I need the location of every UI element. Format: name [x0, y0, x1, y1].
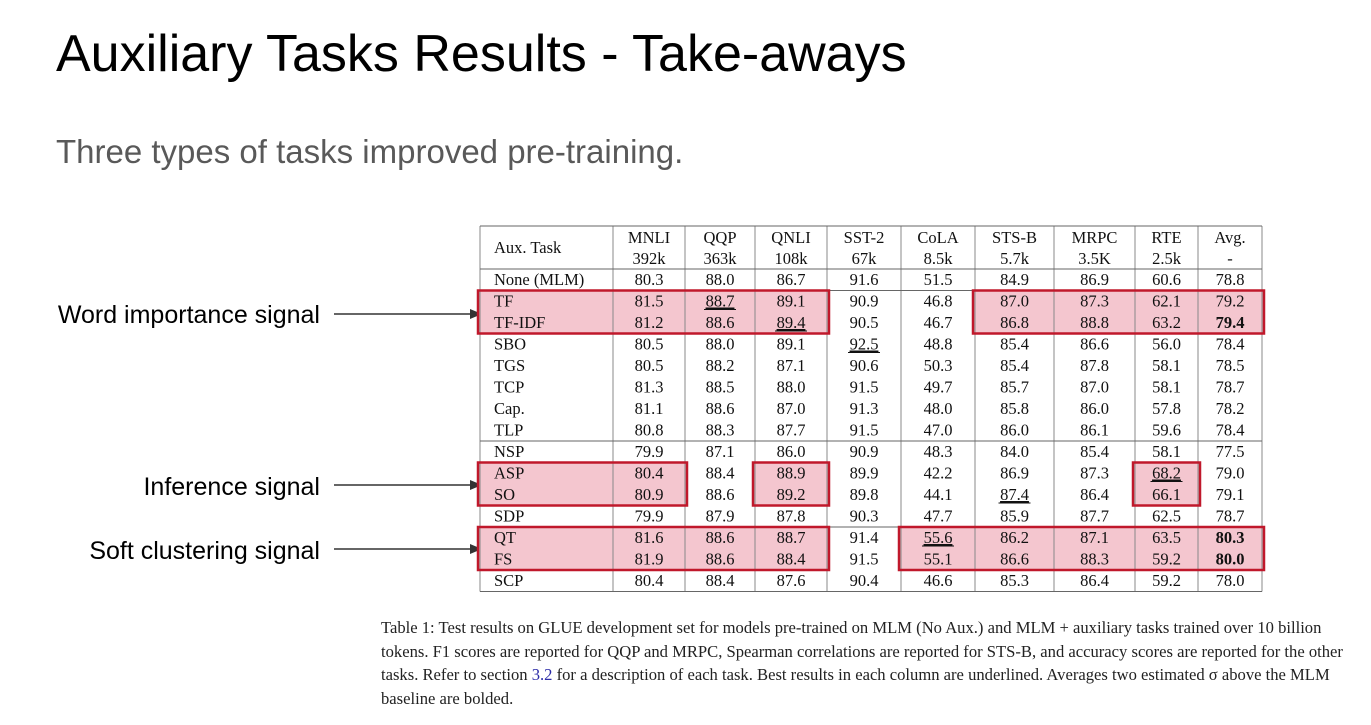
table-cell: 78.8 [1215, 270, 1245, 289]
table-cell: 87.7 [1080, 506, 1109, 526]
caption-text-1: Table 1: Test results on GLUE development set for models pre-trained on MLM (No Aux.) and MLM + auxiliary tasks trained over 10 billion tokens. F1 scores are reported for QQP and MRPC, Spearman correlations are reported for STS-B, and accuracy scores are reported for the other tasks. Refer to section [381, 618, 1343, 684]
table-cell: 63.5 [1152, 528, 1181, 547]
table-cell: 90.9 [849, 291, 879, 311]
table-cell: 86.1 [1080, 420, 1109, 440]
table-cell: 88.6 [705, 549, 735, 569]
table-cell: 81.6 [634, 528, 664, 547]
header-column-name: RTE [1151, 228, 1182, 247]
table-cell: 88.8 [1080, 313, 1109, 332]
table-cell: 63.2 [1152, 313, 1181, 332]
table-cell: 59.6 [1152, 420, 1181, 440]
table-cell: 48.0 [923, 399, 953, 418]
table-cell: 78.0 [1215, 571, 1245, 590]
table-cell: 86.7 [776, 270, 806, 289]
table-cell: 78.2 [1215, 399, 1245, 418]
table-cell: 86.4 [1080, 485, 1109, 504]
table-cell: 81.9 [634, 549, 664, 569]
table-cell: 87.1 [705, 442, 735, 461]
table-cell: 90.5 [849, 313, 879, 332]
table-cell: 80.4 [634, 463, 664, 483]
table-cell: 80.8 [634, 420, 664, 440]
row-task-name: QT [494, 528, 516, 547]
row-task-name: SBO [494, 334, 527, 354]
table-cell: 81.1 [634, 399, 664, 418]
table-cell: 84.9 [1000, 270, 1029, 289]
table-cell: 79.9 [634, 506, 664, 526]
table-cell: 86.9 [1080, 270, 1109, 289]
table-cell: 50.3 [923, 356, 953, 375]
table-cell: 91.3 [849, 399, 879, 418]
row-task-name: None (MLM) [494, 270, 585, 289]
table-cell: 86.0 [1080, 399, 1109, 418]
header-column-size: 392k [632, 249, 666, 268]
header-column-size: 8.5k [923, 249, 953, 268]
row-task-name: Cap. [494, 399, 525, 418]
table-cell: 88.4 [776, 549, 806, 569]
table-cell: 89.4 [776, 313, 806, 332]
table-cell: 80.5 [634, 356, 664, 375]
row-task-name: SCP [494, 571, 524, 590]
inference-signal-label: Inference signal [143, 473, 320, 501]
table-cell: 90.4 [849, 571, 879, 590]
table-cell: 78.4 [1215, 420, 1245, 440]
header-column-size: 5.7k [1000, 249, 1029, 268]
header-column-name: STS-B [992, 228, 1037, 247]
table-cell: 59.2 [1152, 549, 1181, 569]
table-cell: 85.7 [1000, 377, 1029, 397]
table-cell: 60.6 [1152, 270, 1181, 289]
table-cell: 78.7 [1215, 506, 1245, 526]
table-cell: 87.0 [1000, 291, 1029, 311]
header-column-name: SST-2 [843, 228, 885, 247]
table-cell: 88.0 [776, 377, 806, 397]
table-cell: 88.5 [705, 377, 735, 397]
table-cell: 90.6 [849, 356, 879, 375]
table-cell: 91.5 [849, 377, 879, 397]
header-column-size: 3.5K [1078, 249, 1111, 268]
table-cell: 80.3 [634, 270, 664, 289]
header-column-size: 67k [851, 249, 877, 268]
table-cell: 90.9 [849, 442, 879, 461]
header-column-size: 108k [774, 249, 808, 268]
table-cell: 81.3 [634, 377, 664, 397]
table-cell: 86.0 [1000, 420, 1029, 440]
header-column-size: 2.5k [1152, 249, 1181, 268]
table-cell: 85.8 [1000, 399, 1029, 418]
table-cell: 87.0 [1080, 377, 1109, 397]
table-cell: 46.6 [923, 571, 953, 590]
table-cell: 91.6 [849, 270, 879, 289]
table-cell: 85.4 [1000, 334, 1029, 354]
table-cell: 88.6 [705, 313, 735, 332]
table-cell: 81.5 [634, 291, 664, 311]
table-cell: 87.3 [1080, 291, 1109, 311]
table-cell: 48.8 [923, 334, 953, 354]
table-cell: 58.1 [1152, 356, 1181, 375]
table-cell: 55.1 [923, 549, 953, 569]
table-cell: 44.1 [923, 485, 953, 504]
table-cell: 89.2 [776, 485, 806, 504]
table-cell: 85.4 [1000, 356, 1029, 375]
header-column-name: QNLI [771, 228, 811, 247]
header-column-name: MNLI [627, 228, 671, 247]
header-column-name: QQP [703, 228, 737, 247]
table-cell: 88.4 [705, 571, 735, 590]
table-cell: 88.3 [705, 420, 735, 440]
header-column-name: MRPC [1071, 228, 1118, 247]
table-cell: 48.3 [923, 442, 953, 461]
table-cell: 88.3 [1080, 549, 1109, 569]
table-cell: 62.5 [1152, 506, 1181, 526]
table-cell: 88.0 [705, 334, 735, 354]
row-task-name: NSP [494, 442, 525, 461]
table-cell: 78.7 [1215, 377, 1245, 397]
table-cell: 47.0 [923, 420, 953, 440]
table-cell: 87.9 [705, 506, 735, 526]
table-caption [381, 616, 1361, 710]
table-cell: 87.6 [776, 571, 806, 590]
row-task-name: TF [494, 291, 514, 311]
table-cell: 81.2 [634, 313, 664, 332]
row-task-name: SDP [494, 506, 525, 526]
table-cell: 42.2 [923, 463, 953, 483]
table-cell: 85.4 [1080, 442, 1109, 461]
table-cell: 86.9 [1000, 463, 1029, 483]
table-cell: 89.9 [849, 463, 879, 483]
table-cell: 56.0 [1152, 334, 1181, 354]
table-cell: 55.6 [923, 528, 953, 547]
caption-text-2: for a description of each task. Best results in each column are underlined. Averages two estimated σ above the MLM baseline are bolded. [381, 665, 1330, 708]
row-task-name: TF-IDF [494, 313, 546, 332]
table-cell: 80.3 [1215, 528, 1245, 547]
table-cell: 80.5 [634, 334, 664, 354]
table-cell: 68.2 [1152, 463, 1181, 483]
table-cell: 78.5 [1215, 356, 1245, 375]
table-cell: 86.6 [1080, 334, 1109, 354]
word-importance-signal-label: Word importance signal [57, 301, 320, 329]
table-cell: 87.0 [776, 399, 806, 418]
table-cell: 88.0 [705, 270, 735, 289]
row-task-name: TGS [494, 356, 526, 375]
table-cell: 91.5 [849, 549, 879, 569]
table-cell: 88.6 [705, 485, 735, 504]
table-cell: 87.8 [1080, 356, 1109, 375]
table-cell: 62.1 [1152, 291, 1181, 311]
table-cell: 86.8 [1000, 313, 1029, 332]
table-cell: 88.9 [776, 463, 806, 483]
table-cell: 80.4 [634, 571, 664, 590]
table-cell: 58.1 [1152, 377, 1181, 397]
table-cell: 78.4 [1215, 334, 1245, 354]
slide-subtitle: Three types of tasks improved pre-training. [56, 133, 684, 170]
table-cell: 79.1 [1215, 485, 1245, 504]
table-cell: 87.1 [1080, 528, 1109, 547]
header-aux-task: Aux. Task [494, 238, 562, 257]
table-cell: 87.3 [1080, 463, 1109, 483]
table-cell: 87.4 [1000, 485, 1029, 504]
header-column-name: Avg. [1214, 228, 1246, 247]
table-cell: 85.3 [1000, 571, 1029, 590]
header-column-size: - [1227, 249, 1233, 268]
table-cell: 87.7 [776, 420, 806, 440]
row-task-name: TCP [494, 377, 525, 397]
table-cell: 90.3 [849, 506, 879, 526]
table-cell: 59.2 [1152, 571, 1181, 590]
header-column-size: 363k [703, 249, 737, 268]
table-cell: 46.8 [923, 291, 953, 311]
table-cell: 80.0 [1215, 549, 1245, 569]
section-reference-link[interactable]: 3.2 [531, 665, 553, 684]
table-cell: 46.7 [923, 313, 953, 332]
row-task-name: SO [494, 485, 516, 504]
table-cell: 92.5 [849, 334, 879, 354]
table-cell: 49.7 [923, 377, 953, 397]
row-task-name: ASP [494, 463, 525, 483]
table-cell: 51.5 [923, 270, 953, 289]
table-cell: 79.9 [634, 442, 664, 461]
table-cell: 79.4 [1215, 313, 1245, 332]
table-cell: 86.6 [1000, 549, 1029, 569]
table-cell: 79.2 [1215, 291, 1245, 311]
table-cell: 58.1 [1152, 442, 1181, 461]
table-cell: 88.6 [705, 528, 735, 547]
table-cell: 57.8 [1152, 399, 1181, 418]
table-cell: 88.4 [705, 463, 735, 483]
table-cell: 85.9 [1000, 506, 1029, 526]
row-task-name: TLP [494, 420, 524, 440]
table-cell: 88.2 [705, 356, 735, 375]
table-cell: 86.2 [1000, 528, 1029, 547]
table-cell: 80.9 [634, 485, 664, 504]
table-cell: 88.7 [705, 291, 735, 311]
table-cell: 66.1 [1152, 485, 1181, 504]
table-cell: 86.4 [1080, 571, 1109, 590]
table-cell: 79.0 [1215, 463, 1245, 483]
table-cell: 89.8 [849, 485, 879, 504]
header-column-name: CoLA [917, 228, 959, 247]
table-cell: 88.6 [705, 399, 735, 418]
slide-title: Auxiliary Tasks Results - Take-aways [56, 25, 907, 83]
table-cell: 86.0 [776, 442, 806, 461]
table-cell: 88.7 [776, 528, 806, 547]
table-cell: 91.5 [849, 420, 879, 440]
table-cell: 89.1 [776, 334, 806, 354]
table-cell: 84.0 [1000, 442, 1029, 461]
table-cell: 91.4 [849, 528, 879, 547]
table-cell: 47.7 [923, 506, 953, 526]
table-cell: 87.1 [776, 356, 806, 375]
table-cell: 77.5 [1215, 442, 1245, 461]
row-task-name: FS [494, 549, 513, 569]
table-cell: 87.8 [776, 506, 806, 526]
soft-clustering-signal-label: Soft clustering signal [89, 537, 320, 565]
table-cell: 89.1 [776, 291, 806, 311]
